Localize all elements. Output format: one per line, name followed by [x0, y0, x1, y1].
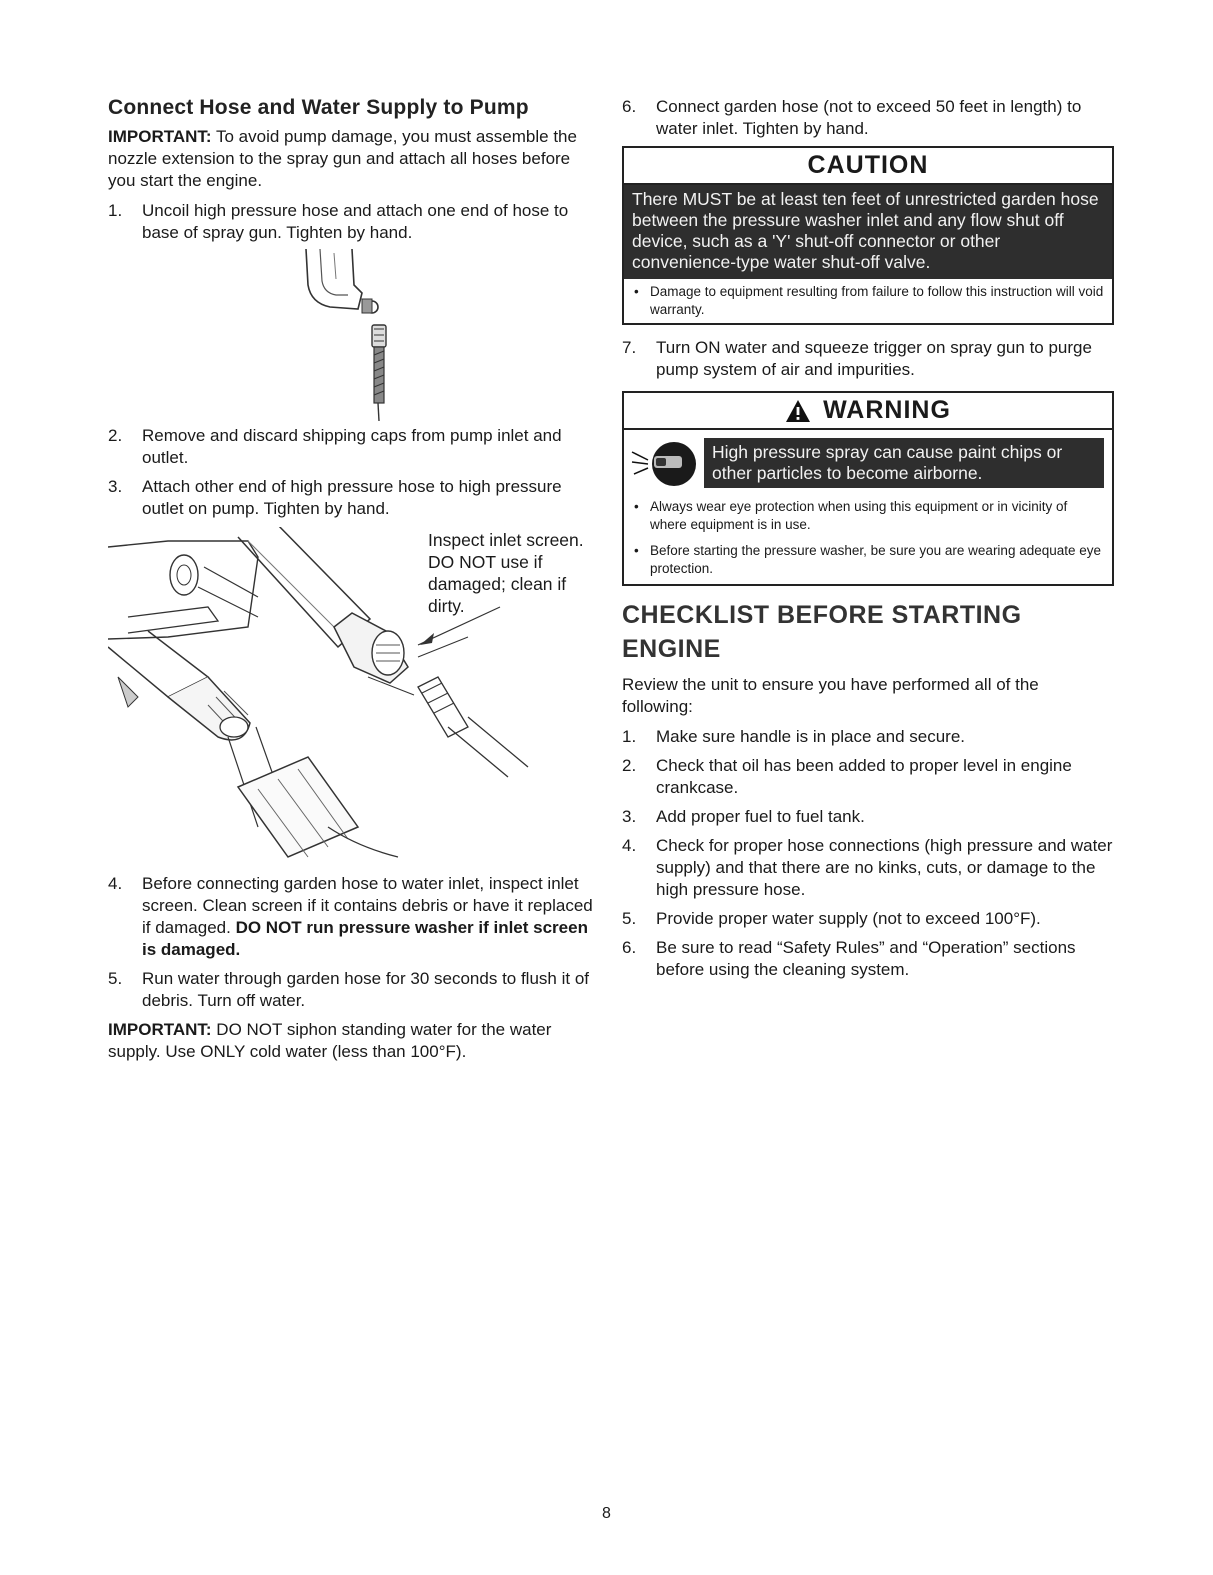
- warning-box: [622, 391, 1114, 586]
- page-number: 8: [602, 1505, 611, 1522]
- spray-gun-illustration: [108, 245, 594, 425]
- bullet-icon: •: [634, 499, 639, 514]
- step-2: [108, 425, 594, 469]
- step-text: Connect garden hose (not to exceed 50 feet in length) to water inlet. Tighten by hand.: [656, 97, 1082, 138]
- caution-message: There MUST be at least ten feet of unrestricted garden hose between the pressure washer inlet and any flow shut off device, such as a 'Y' shut-off connector or other convenience-type water shut-off valve.: [624, 185, 1112, 279]
- warning-note-text: Always wear eye protection when using this equipment or in vicinity of where equipment is in use.: [650, 499, 1068, 532]
- important-label: IMPORTANT:: [108, 127, 212, 146]
- step-text: Before connecting garden hose to water inlet, inspect inlet screen. Clean screen if it contains debris or have it replaced if damaged.: [142, 874, 593, 937]
- caution-box: [622, 146, 1114, 325]
- item-number: 5.: [622, 909, 637, 928]
- item-number: 4.: [622, 836, 637, 855]
- step-3: [108, 476, 594, 520]
- important-text: DO NOT siphon standing water for the water supply. Use ONLY cold water (less than 100°F).: [108, 1020, 552, 1061]
- step-text: Remove and discard shipping caps from pump inlet and outlet.: [142, 426, 562, 467]
- eye-protection-icon: [630, 438, 704, 488]
- item-text: Make sure handle is in place and secure.: [656, 727, 966, 746]
- step-text: Run water through garden hose for 30 seconds to flush it of debris. Turn off water.: [142, 969, 589, 1010]
- checklist-title: CHECKLIST BEFORE STARTING ENGINE: [622, 601, 1022, 663]
- step-7: [622, 337, 1114, 381]
- bullet-icon: •: [634, 543, 639, 558]
- checklist-item: [622, 806, 1114, 828]
- checklist-item: [622, 937, 1114, 981]
- warning-triangle-icon: [785, 399, 811, 423]
- checklist-item: [622, 835, 1114, 901]
- bullet-icon: •: [634, 284, 639, 299]
- warning-message: High pressure spray can cause paint chips or other particles to become airborne.: [704, 438, 1104, 488]
- warning-title: WARNING: [823, 396, 951, 424]
- item-number: 6.: [622, 938, 637, 957]
- caution-note: [624, 279, 1112, 323]
- step-1: [108, 200, 594, 244]
- inlet-screen-callout: Inspect inlet screen. DO NOT use if damaged; clean if dirty.: [428, 530, 584, 616]
- section-title: Connect Hose and Water Supply to Pump: [108, 96, 529, 119]
- checklist-intro: Review the unit to ensure you have performed all of the following:: [622, 675, 1039, 716]
- item-number: 2.: [622, 756, 637, 775]
- step-6: [622, 96, 1114, 140]
- step-5: [108, 968, 594, 1012]
- step-number: 6.: [622, 97, 637, 116]
- important-text: To avoid pump damage, you must assemble the nozzle extension to the spray gun and attach all hoses before you start the engine.: [108, 127, 577, 190]
- checklist-item: [622, 726, 1114, 748]
- step-number: 1.: [108, 201, 123, 220]
- warning-note-text: Before starting the pressure washer, be sure you are wearing adequate eye protection.: [650, 543, 1102, 576]
- important-label: IMPORTANT:: [108, 1020, 212, 1039]
- caution-note-text: Damage to equipment resulting from failure to follow this instruction will void warranty.: [650, 284, 1104, 317]
- caution-title: CAUTION: [624, 148, 1112, 185]
- step-number: 2.: [108, 426, 123, 445]
- left-column: [108, 96, 594, 1071]
- warning-note-2: [624, 538, 1112, 584]
- item-text: Provide proper water supply (not to exceed 100°F).: [656, 909, 1041, 928]
- warning-header: [624, 393, 1112, 430]
- warning-row: [624, 430, 1112, 496]
- checklist-item: [622, 908, 1114, 930]
- item-text: Check for proper hose connections (high pressure and water supply) and that there are no kinks, cuts, or damage to the high pressure hose.: [656, 836, 1113, 899]
- item-text: Add proper fuel to fuel tank.: [656, 807, 865, 826]
- step-number: 7.: [622, 338, 637, 357]
- right-column: [622, 96, 1114, 988]
- step-text: Attach other end of high pressure hose to high pressure outlet on pump. Tighten by hand.: [142, 477, 562, 518]
- important-note: [108, 126, 594, 192]
- item-text: Be sure to read “Safety Rules” and “Operation” sections before using the cleaning system.: [656, 938, 1076, 979]
- checklist-item: [622, 755, 1114, 799]
- step-4: [108, 873, 594, 961]
- item-number: 3.: [622, 807, 637, 826]
- item-text: Check that oil has been added to proper level in engine crankcase.: [656, 756, 1072, 797]
- step-text: Turn ON water and squeeze trigger on spray gun to purge pump system of air and impurities.: [656, 338, 1092, 379]
- warning-note-1: [624, 496, 1112, 538]
- step-number: 4.: [108, 874, 123, 893]
- pump-inlet-illustration: [108, 527, 594, 867]
- spray-gun-hose-icon: [108, 245, 594, 425]
- step-text: Uncoil high pressure hose and attach one end of hose to base of spray gun. Tighten by hand.: [142, 201, 569, 242]
- step-number: 3.: [108, 477, 123, 496]
- step-warning-text: DO NOT run pressure washer if inlet screen is damaged.: [142, 918, 588, 959]
- step-number: 5.: [108, 969, 123, 988]
- important-note-2: [108, 1019, 594, 1063]
- item-number: 1.: [622, 727, 637, 746]
